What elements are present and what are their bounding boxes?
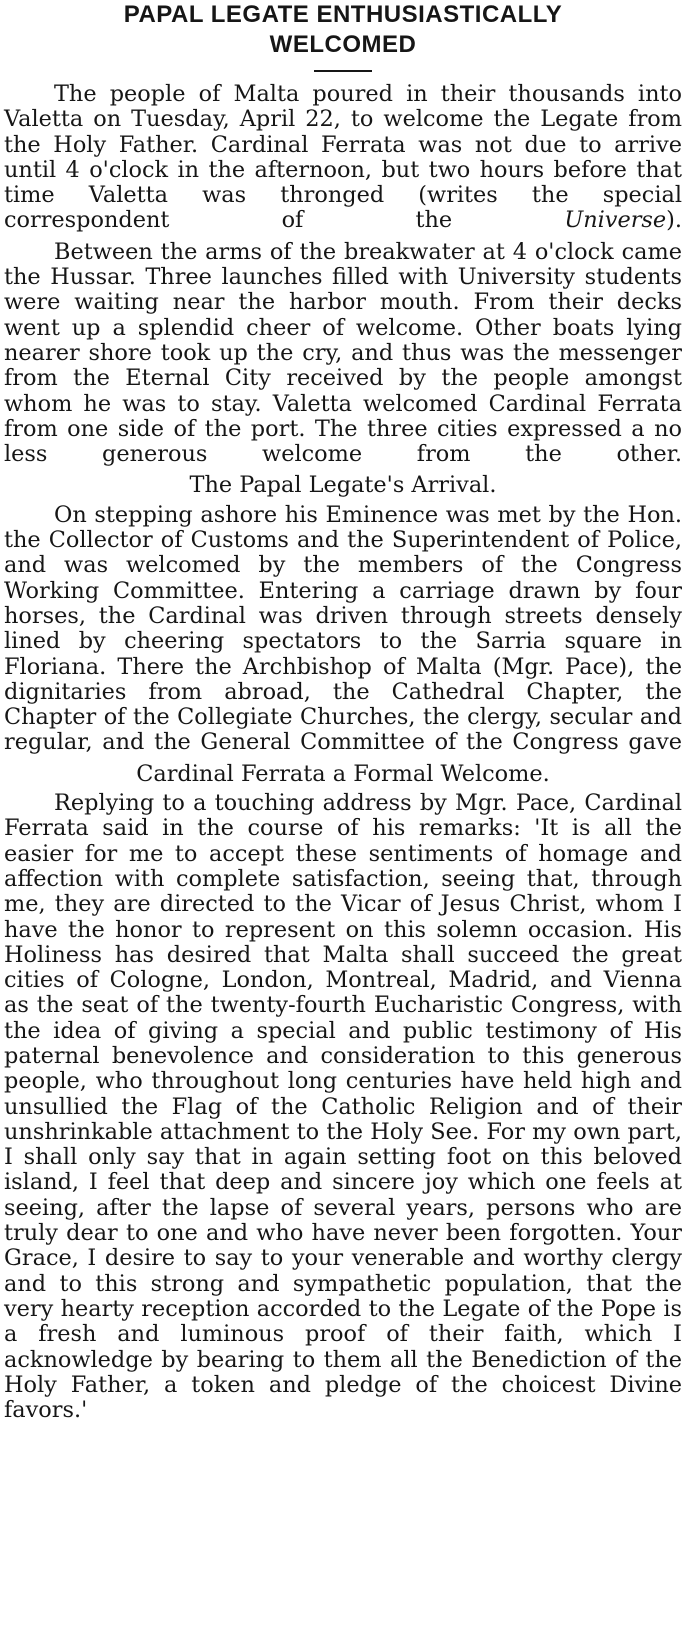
paragraph-4: Replying to a touching address by Mgr. Pace, Cardinal Ferrata said in the course of his remarks: 'It is all the easier for me to accept these sentiments of homage and affection with complete satisfaction, seeing that, through me, they are directed to the Vicar of Jesus Christ, whom I have the honor to represent on this solemn occasion. His Holiness has desired that Malta shall succeed the great cities of Cologne, London, Montreal, Madrid, and Vienna as the seat of the twenty-fourth Eucharistic Congress, with the idea of giving a special and public testimony of His paternal benevolence and consideration to this generous people, who throughout long centuries have held high and unsullied the Flag of the Catholic Religion and of their unshrinkable attachment to the Holy See. For my own part, I shall only say that in again setting foot on this beloved island, I feel that deep and sincere joy which one feels at seeing, after the lapse of several years, persons who are truly dear to one and who have never been forgotten. Your Grace, I desire to say to your venerable and worthy clergy and to this strong and sympathetic population, that the very hearty reception accorded to the Legate of the Pope is a fresh and luminous proof of their faith, which I acknowledge by bearing to them all the Benediction of the Holy Father, a token and pledge of the choicest Divine favors.': [4, 790, 682, 1424]
headline-rule: [314, 70, 372, 72]
headline-line-1: PAPAL LEGATE ENTHUSIASTICALLY: [123, 1, 563, 28]
paragraph-1-text-after: ).: [666, 207, 682, 234]
subhead-formal-welcome: Cardinal Ferrata a Formal Welcome.: [136, 760, 550, 787]
subhead-arrival: The Papal Legate's Arrival.: [189, 472, 497, 499]
headline: [4, 0, 682, 60]
article: [4, 0, 682, 1423]
publication-name: Universe: [564, 207, 667, 234]
paragraph-2: Between the arms of the breakwater at 4 o'clock came the Hussar. Three launches filled with University students were waiting near the harbor mouth. From their decks went up a splendid cheer of welcome. Other boats lying nearer shore took up the cry, and thus was the messenger from the Eternal City received by the people amongst whom he was to stay. Valetta welcomed Cardinal Ferrata from one side of the port. The three cities expressed a no less generous welcome from the other.: [4, 238, 682, 468]
paragraph-3: On stepping ashore his Eminence was met by the Hon. the Collector of Customs and the Superintendent of Police, and was welcomed by the members of the Congress Working Committee. Entering a carriage drawn by four horses, the Cardinal was driven through streets densely lined by cheering spectators to the Sarria square in Floriana. There the Archbishop of Malta (Mgr. Pace), the dignitaries from abroad, the Cathedral Chapter, the Chapter of the Collegiate Churches, the clergy, secular and regular, and the General Committee of the Congress gave: [4, 501, 682, 756]
paragraph-1-text-before: The people of Malta poured in their thousands into Valetta on Tuesday, April 22, to welcome the Legate from the Holy Father. Cardinal Ferrata was not due to arrive until 4 o'clock in the afternoon, but two hours before that time Valetta was thronged (writes the special correspondent of the: [4, 81, 682, 234]
paragraph-1: [4, 82, 682, 234]
headline-line-2: WELCOMED: [269, 31, 417, 58]
